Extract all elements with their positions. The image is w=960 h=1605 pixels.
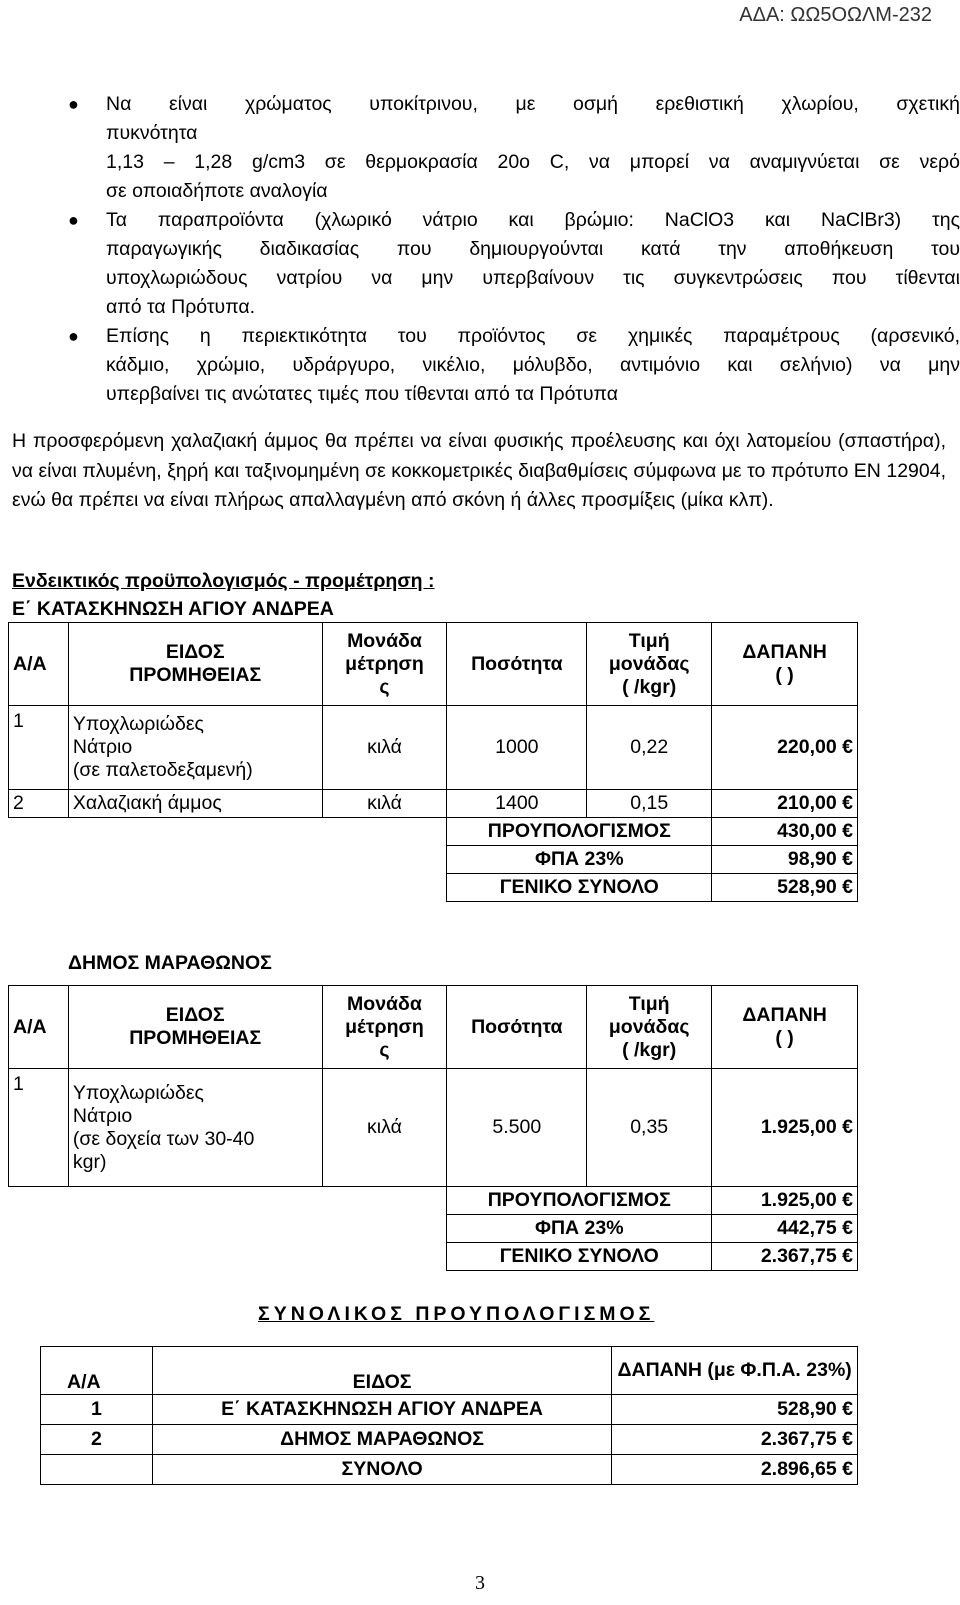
total-row: ΣΥΝΟΛΟ 2.896,65 € [41, 1455, 858, 1485]
text-line: Τα παραπροϊόντα (χλωρικό νάτριο και βρώμιο: NaClO3 και NaClBr3) της [106, 209, 960, 231]
list-item [68, 206, 960, 322]
col-qty: Ποσότητα [447, 623, 587, 706]
text-line: παραγωγικής διαδικασίας που δημιουργούνται κατά την αποθήκευση του [106, 238, 960, 260]
col-unit: Μονάδα μέτρηση ς [322, 623, 447, 706]
total-row: ΠΡΟΥΠΟΛΟΓΙΣΜΟΣ 430,00 € [9, 818, 858, 846]
table2-title: ΔΗΜΟΣ ΜΑΡΑΘΩΝΟΣ [68, 952, 272, 974]
text-line: πυκνότητα [106, 122, 198, 144]
table-row: 1 Υποχλωριώδες Νάτριο (σε παλετοδεξαμενή) κιλά 1000 0,22 220,00 € [9, 706, 858, 790]
ada-code: ΑΔΑ: ΩΩ5ΟΩΛΜ-232 [739, 4, 932, 26]
text-line: Επίσης η περιεκτικότητα του προϊόντος σε χημικές παραμέτρους (αρσενικό, [106, 325, 960, 347]
bullet-icon: ● [68, 210, 79, 230]
total-row: ΦΠΑ 23% 442,75 € [9, 1215, 858, 1243]
sand-paragraph: Η προσφερόμενη χαλαζιακή άμμος θα πρέπει να είναι φυσικής προέλευσης και όχι λατομείου (σπαστήρα), να είναι πλυμένη, ξηρή και ταξινομημένη σε κοκκομετρικές διαβαθμίσεις σύμφωνα με το πρότυπο EN 12904, ενώ θα πρέπει να είναι πλήρως απαλλαγμένη από σκόνη ή άλλες προσμίξεις (μίκα κλπ). [12, 430, 946, 511]
text-line: 1,13 – 1,28 g/cm3 σε θερμοκρασία 20ο C, να μπορεί να αναμιγνύεται σε νερό [106, 151, 960, 173]
col-cost: ΔΑΠΑΝΗ ( ) [712, 623, 858, 706]
text-line: υπερβαίνει τις ανώτατες τιμές που τίθενται από τα Πρότυπα [106, 383, 618, 405]
table-row: 1 Υποχλωριώδες Νάτριο (σε δοχεία των 30-40 kgr) κιλά 5.500 0,35 1.925,00 € [9, 1069, 858, 1187]
col-aa: Α/Α [9, 623, 69, 706]
requirements-list [68, 90, 960, 409]
text-line: σε οποιαδήποτε αναλογία [106, 180, 328, 202]
table1-title: Ε΄ ΚΑΤΑΣΚΗΝΩΣΗ ΑΓΙΟΥ ΑΝΔΡΕΑ [12, 598, 334, 620]
table-row: 2 ΔΗΜΟΣ ΜΑΡΑΘΩΝΟΣ 2.367,75 € [41, 1425, 858, 1455]
total-row: ΓΕΝΙΚΟ ΣΥΝΟΛΟ 528,90 € [9, 874, 858, 902]
table-row: 1 Ε΄ ΚΑΤΑΣΚΗΝΩΣΗ ΑΓΙΟΥ ΑΝΔΡΕΑ 528,90 € [41, 1395, 858, 1425]
text-line: υποχλωριώδους νατρίου να μην υπερβαίνουν τις συγκεντρώσεις που τίθενται [106, 267, 960, 289]
budget-heading: Ενδεικτικός προϋπολογισμός - προμέτρηση : [12, 570, 435, 592]
table-header-row: Α/Α ΕΙΔΟΣ ΔΑΠΑΝΗ (με Φ.Π.Α. 23%) [41, 1347, 858, 1395]
bullet-icon: ● [68, 94, 79, 114]
list-item [68, 90, 960, 206]
total-row: ΓΕΝΙΚΟ ΣΥΝΟΛΟ 2.367,75 € [9, 1243, 858, 1271]
page-number: 3 [475, 1572, 485, 1594]
col-item: ΕΙΔΟΣ ΠΡΟΜΗΘΕΙΑΣ [68, 623, 322, 706]
text-line: κάδμιο, χρώμιο, υδράργυρο, νικέλιο, μόλυβδο, αντιμόνιο και σελήνιο) να μην [106, 354, 960, 376]
table-header-row [9, 623, 858, 706]
list-item [68, 322, 960, 409]
summary-title: ΣΥΝΟΛΙΚΟΣ ΠΡΟΥΠΟΛΟΓΙΣΜΟΣ [258, 1303, 655, 1325]
table-row: 2 Χαλαζιακή άμμος κιλά 1400 0,15 210,00 € [9, 790, 858, 818]
summary-table [40, 1346, 858, 1485]
table2 [8, 985, 858, 1271]
bullet-icon: ● [68, 326, 79, 346]
text-line: Να είναι χρώματος υποκίτρινου, με οσμή ερεθιστική χλωρίου, σχετική [106, 93, 960, 115]
total-row: ΠΡΟΥΠΟΛΟΓΙΣΜΟΣ 1.925,00 € [9, 1187, 858, 1215]
table-header-row: Α/Α ΕΙΔΟΣ ΠΡΟΜΗΘΕΙΑΣ Μονάδα μέτρηση ς Ποσότητα Τιμή μονάδας ( /kgr) ΔΑΠΑΝΗ ( ) [9, 986, 858, 1069]
table1 [8, 622, 858, 902]
text-line: από τα Πρότυπα. [106, 296, 256, 318]
col-price: Τιμή μονάδας ( /kgr) [587, 623, 712, 706]
total-row: ΦΠΑ 23% 98,90 € [9, 846, 858, 874]
